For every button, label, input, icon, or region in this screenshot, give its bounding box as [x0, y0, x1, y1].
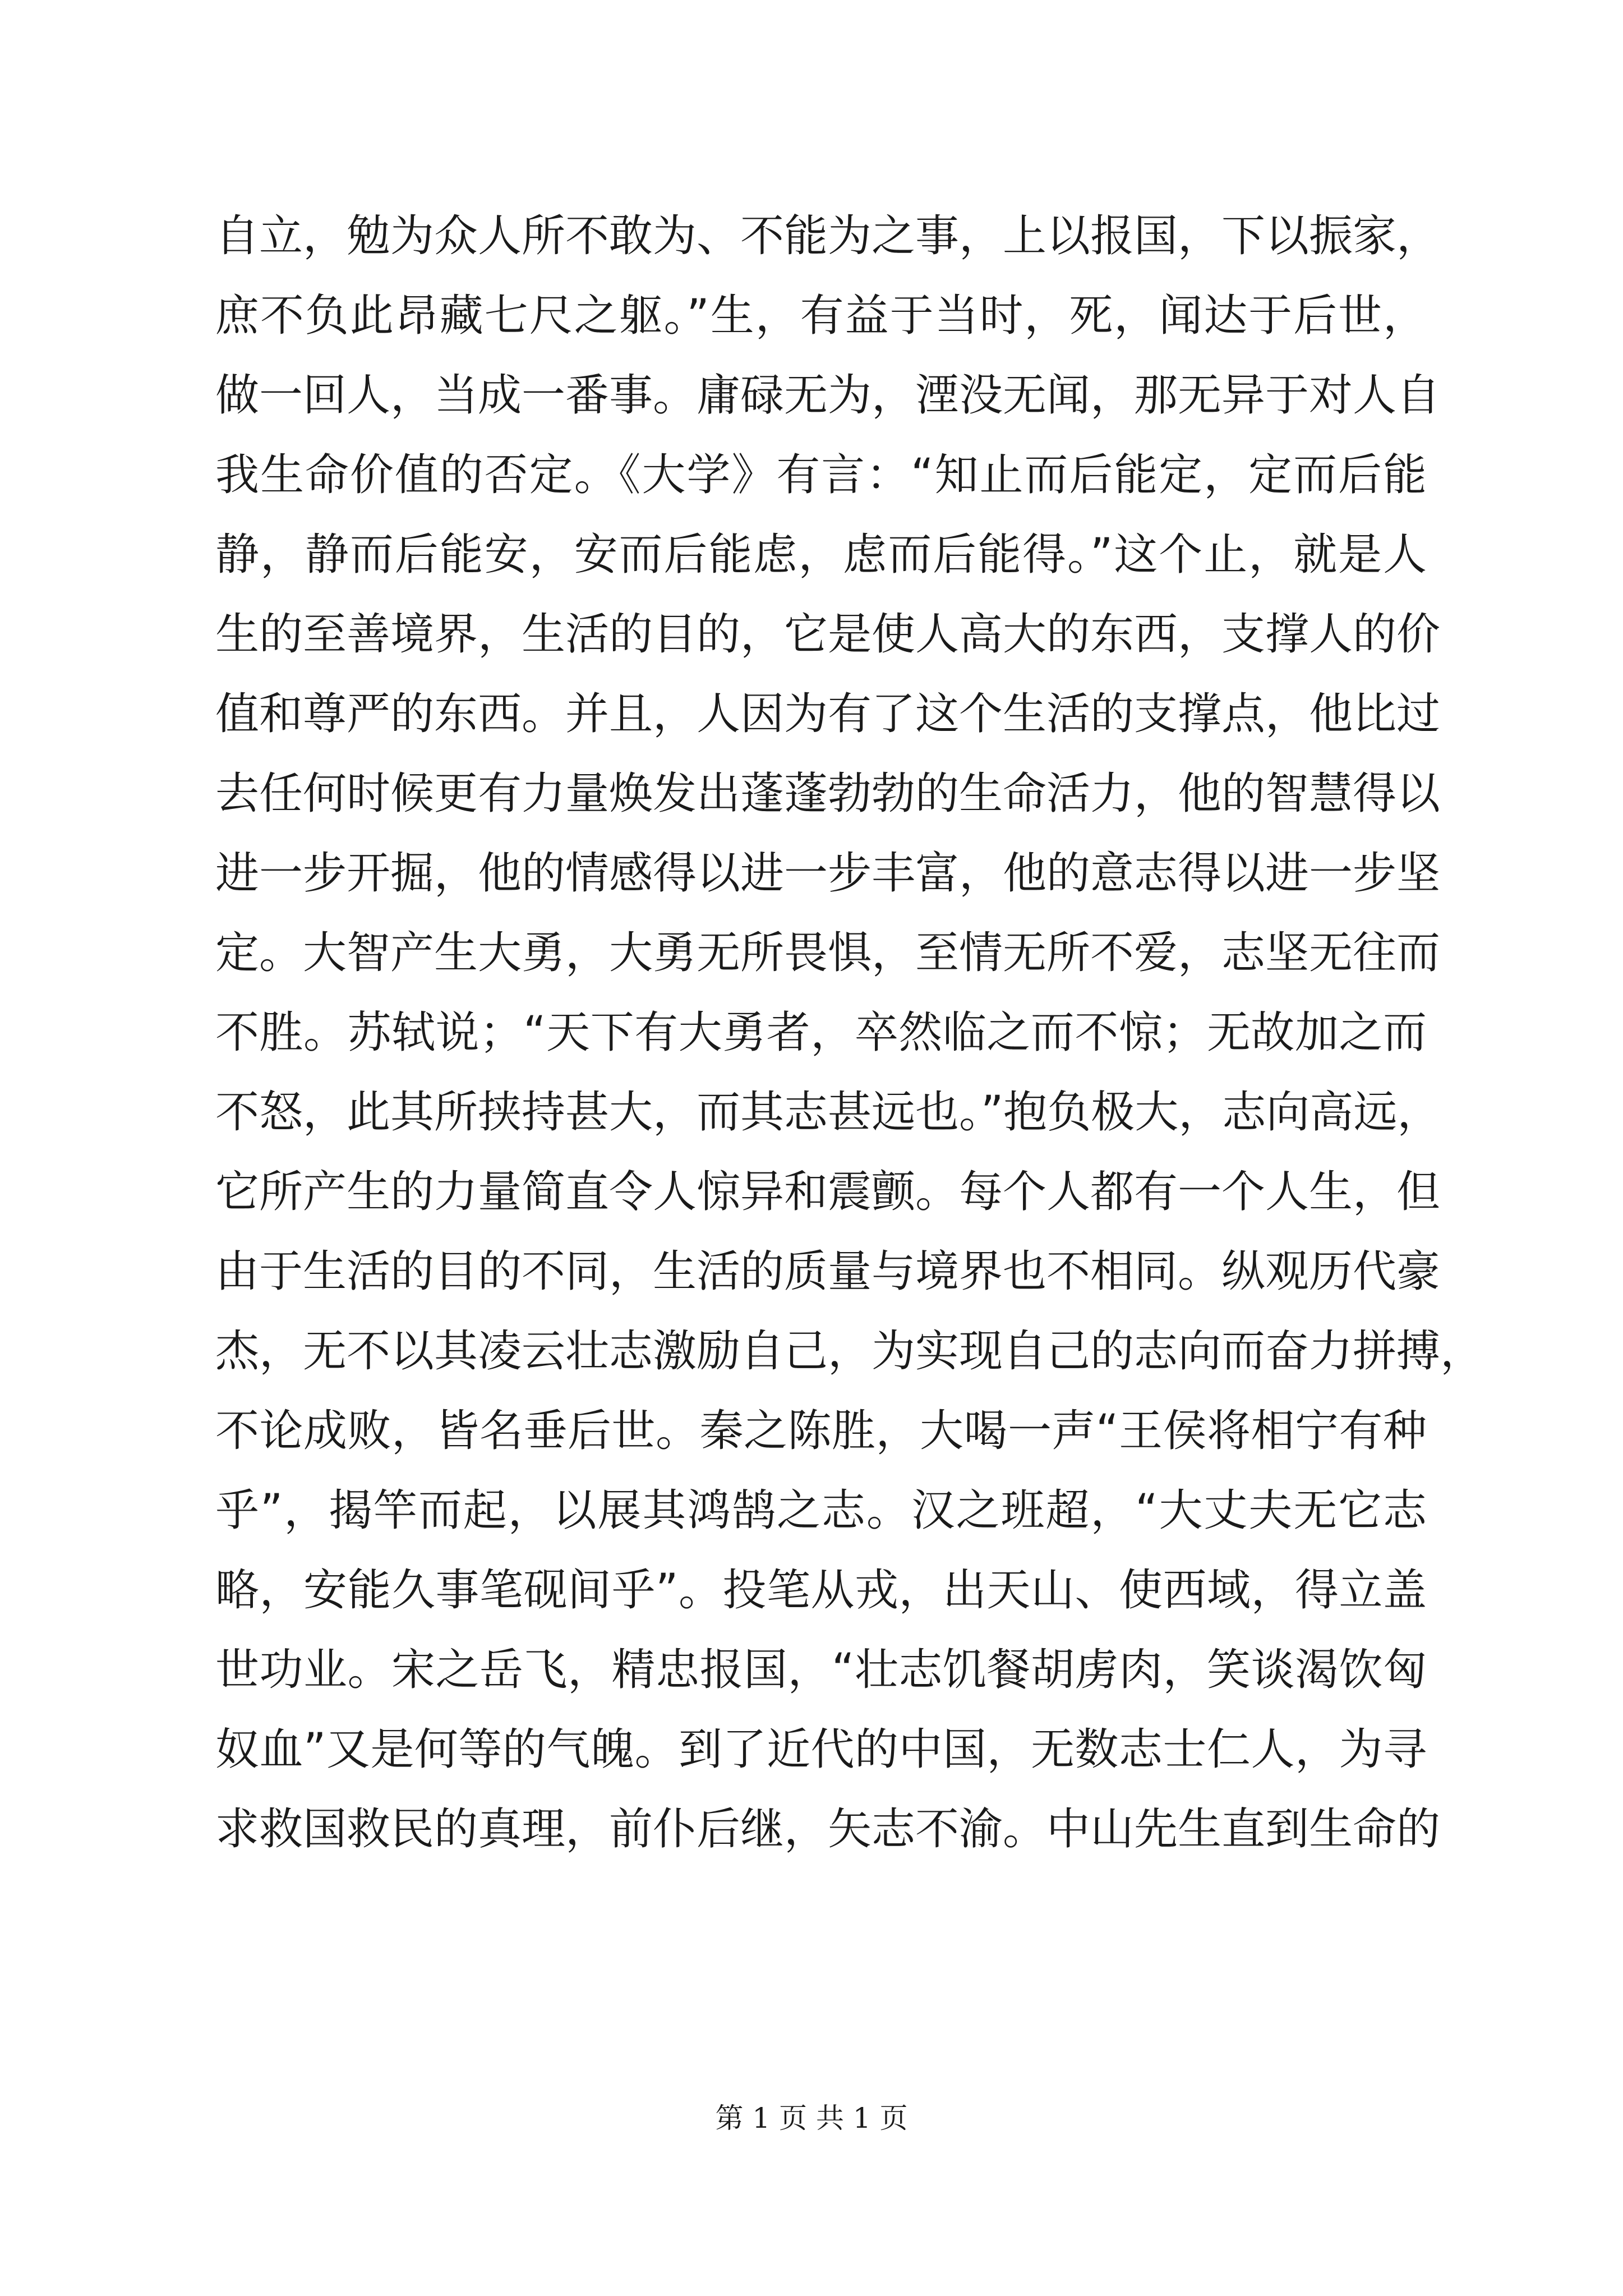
text-line: 乎”，揭竿而起，以展其鸿鹄之志。汉之班超，“大丈夫无它志	[215, 1485, 1427, 1536]
text-line: 庶不负此昂藏七尺之躯。”生，有益于当时，死，闻达于后世，	[215, 291, 1427, 341]
page-number-footer: 第 1 页 共 1 页	[715, 2102, 908, 2134]
text-line: 杰，无不以其凌云壮志激励自己，为实现自己的志向而奋力拼搏，	[215, 1326, 1484, 1377]
text-line: 不论成败，皆名垂后世。秦之陈胜，大喝一声“王侯将相宁有种	[215, 1406, 1427, 1456]
text-line: 我生命价值的否定。《大学》有言：“知止而后能定，定而后能	[215, 450, 1427, 500]
text-line: 自立，勉为众人所不敢为、不能为之事，上以报国，下以振家，	[215, 211, 1441, 261]
text-line: 略，安能久事笔砚间乎”。投笔从戎，出天山、使西域，得立盖	[215, 1565, 1427, 1616]
text-line: 世功业。宋之岳飞，精忠报国，“壮志饥餐胡虏肉，笑谈渴饮匈	[215, 1645, 1427, 1695]
text-line: 值和尊严的东西。并且，人因为有了这个生活的支撑点，他比过	[215, 689, 1441, 739]
text-line: 不怒，此其所挟持甚大，而其志甚远也。”抱负极大，志向高远，	[215, 1087, 1441, 1138]
text-line: 由于生活的目的不同，生活的质量与境界也不相同。纵观历代豪	[215, 1246, 1441, 1297]
text-line: 奴血”又是何等的气魄。到了近代的中国，无数志士仁人，为寻	[215, 1724, 1427, 1775]
text-line: 定。大智产生大勇，大勇无所畏惧，至情无所不爱，志坚无往而	[215, 928, 1441, 978]
text-line: 生的至善境界，生活的目的，它是使人高大的东西，支撑人的价	[215, 609, 1441, 660]
text-line: 它所产生的力量简直令人惊异和震颤。每个人都有一个人生，但	[215, 1167, 1441, 1217]
text-line: 求救国救民的真理，前仆后继，矢志不渝。中山先生直到生命的	[215, 1804, 1441, 1855]
text-line: 进一步开掘，他的情感得以进一步丰富，他的意志得以进一步坚	[215, 848, 1441, 899]
text-line: 做一回人，当成一番事。庸碌无为，湮没无闻，那无异于对人自	[215, 370, 1441, 421]
body-text	[215, 196, 1484, 1869]
text-line: 不胜。苏轼说；“天下有大勇者，卒然临之而不惊；无故加之而	[215, 1007, 1427, 1058]
text-line: 去任何时候更有力量焕发出蓬蓬勃勃的生命活力，他的智慧得以	[215, 769, 1441, 819]
text-line: 静，静而后能安，安而后能虑，虑而后能得。”这个止，就是人	[215, 530, 1427, 580]
